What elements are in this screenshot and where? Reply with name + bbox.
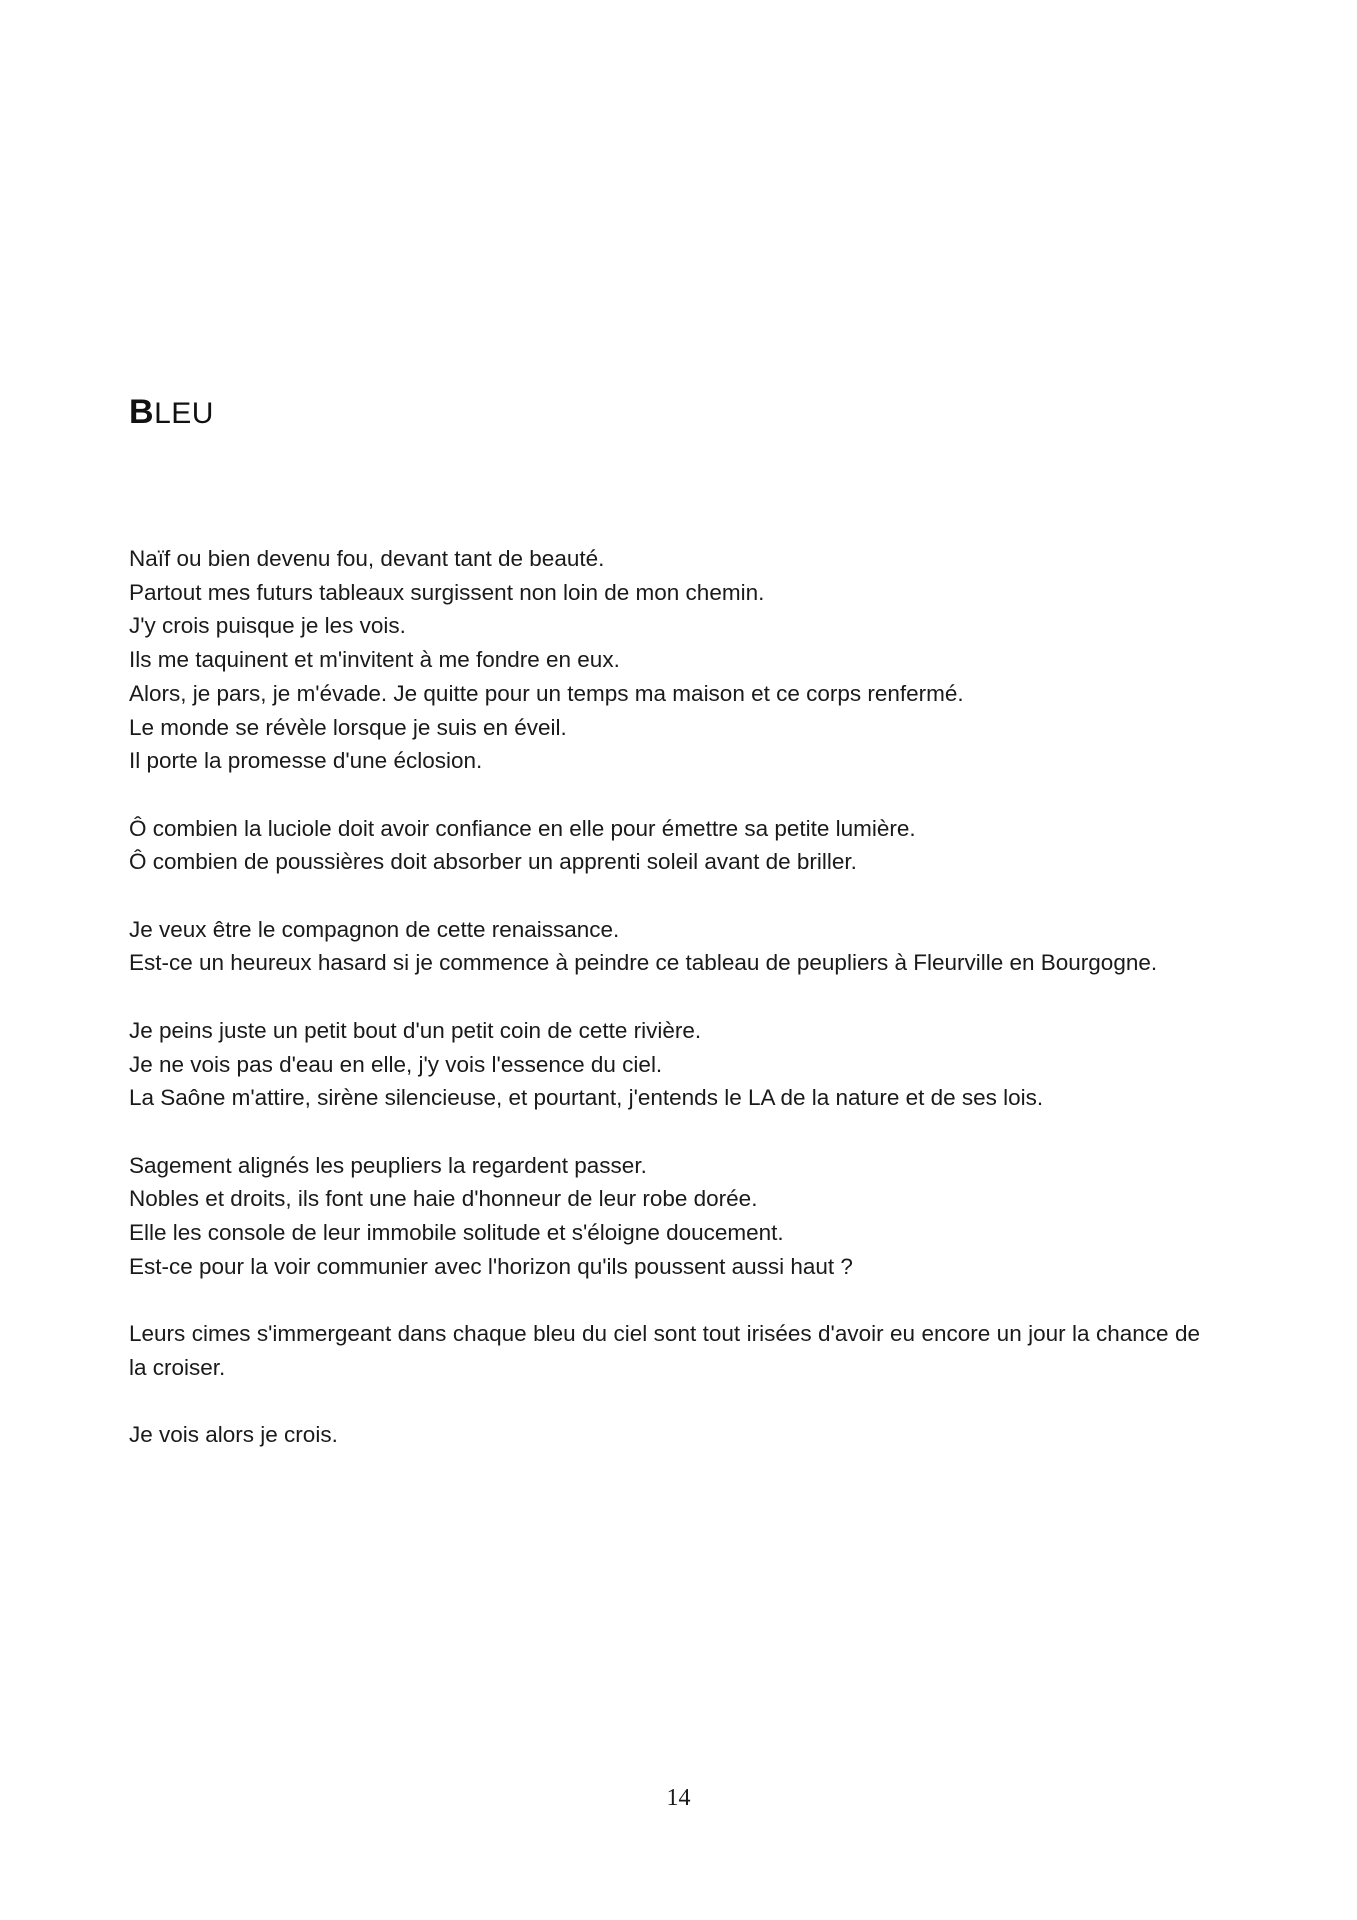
poem-line: Je vois alors je crois. bbox=[129, 1422, 338, 1448]
poem-title-initial: B bbox=[129, 393, 155, 431]
poem-line: Je ne vois pas d'eau en elle, j'y vois l'essence du ciel. bbox=[129, 1051, 663, 1077]
poem-line: Est-ce un heureux hasard si je commence à peindre ce tableau de peupliers à Fleurville en Bourgogne. bbox=[129, 950, 1158, 976]
poem-line: Elle les console de leur immobile solitude et s'éloigne doucement. bbox=[129, 1220, 784, 1245]
poem-line: Nobles et droits, ils font une haie d'honneur de leur robe dorée. bbox=[129, 1186, 758, 1212]
poem-line: Il porte la promesse d'une éclosion. bbox=[129, 748, 483, 774]
poem-line: Ô combien la luciole doit avoir confiance en elle pour émettre sa petite lumière. bbox=[129, 815, 916, 841]
stanza-2 bbox=[129, 812, 1200, 879]
poem-line: Je peins juste un petit bout d'un petit coin de cette rivière. bbox=[129, 1017, 702, 1043]
poem-line: Le monde se révèle lorsque je suis en éveil. bbox=[129, 714, 567, 740]
poem-line: Sagement alignés les peupliers la regardent passer. bbox=[129, 1152, 647, 1178]
poem-line: La Saône m'attire, sirène silencieuse, et pourtant, j'entends le LA de la nature et de ses lois. bbox=[129, 1085, 1044, 1111]
stanza-3 bbox=[129, 913, 1200, 980]
poem-title-rest: LEU bbox=[154, 397, 214, 430]
stanza-6 bbox=[129, 1317, 1200, 1384]
poem-line: Est-ce pour la voir communier avec l'horizon qu'ils poussent aussi haut ? bbox=[129, 1253, 853, 1279]
stanza-7 bbox=[129, 1418, 1200, 1452]
stanza-5 bbox=[129, 1149, 1200, 1284]
poem-line: Alors, je pars, je m'évade. Je quitte pour un temps ma maison et ce corps renfermé. bbox=[129, 680, 964, 706]
poem-body bbox=[129, 542, 1200, 1486]
stanza-1 bbox=[129, 542, 1200, 778]
poem-line: Partout mes futurs tableaux surgissent non loin de mon chemin. bbox=[129, 579, 765, 605]
poem-line: Leurs cimes s'immergeant dans chaque bleu du ciel sont tout irisées d'avoir eu encore un jour la chance de la croiser. bbox=[129, 1321, 1200, 1380]
poem-title bbox=[129, 392, 214, 434]
poem-line: Naïf ou bien devenu fou, devant tant de beauté. bbox=[129, 546, 605, 571]
poem-line: Je veux être le compagnon de cette renaissance. bbox=[129, 916, 620, 942]
poem-line: Ô combien de poussières doit absorber un apprenti soleil avant de briller. bbox=[129, 849, 857, 875]
stanza-4 bbox=[129, 1014, 1200, 1115]
page-number: 14 bbox=[666, 1785, 691, 1811]
poem-line: J'y crois puisque je les vois. bbox=[129, 613, 406, 639]
poem-line: Ils me taquinent et m'invitent à me fondre en eux. bbox=[129, 647, 620, 673]
